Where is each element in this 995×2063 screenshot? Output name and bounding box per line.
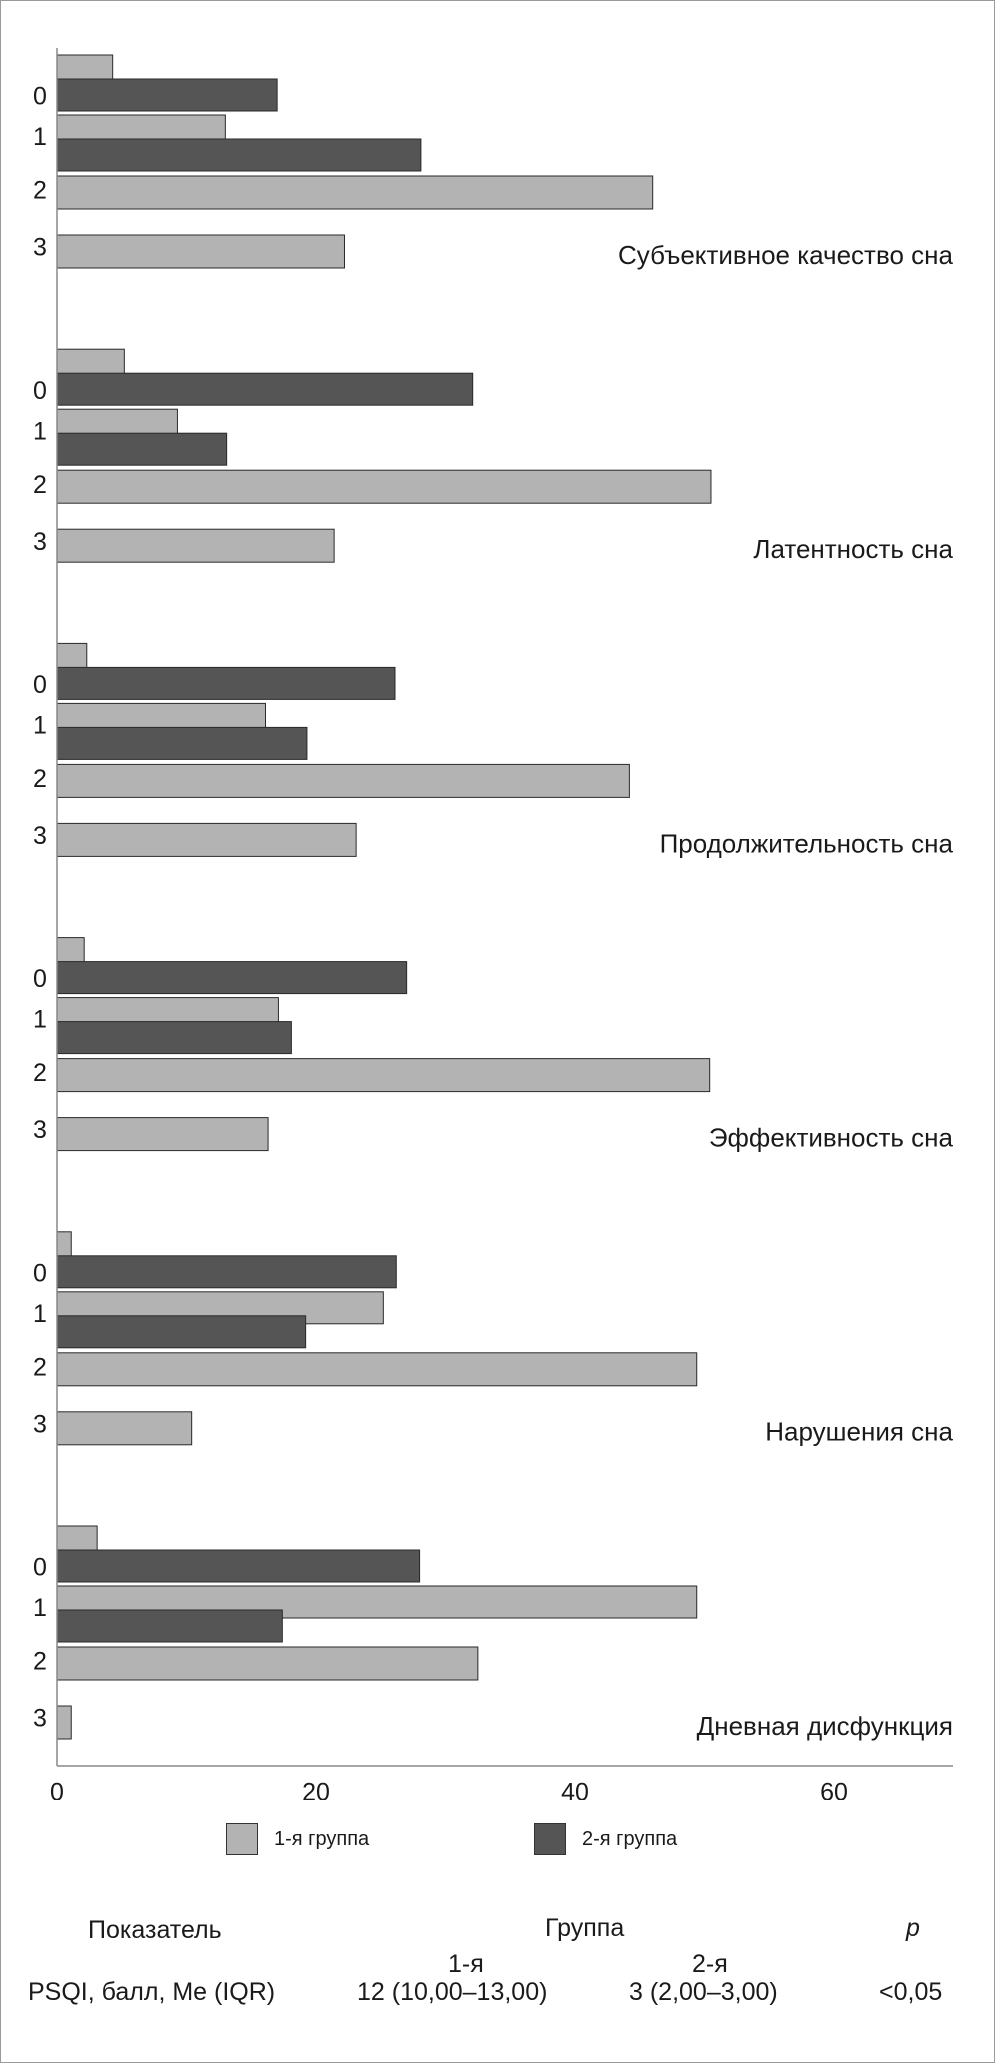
group-label-3: Эффективность сна <box>708 1122 953 1153</box>
table-header-p: p <box>906 1914 920 1942</box>
bar-g2-row1-group2 <box>57 727 307 759</box>
bar-g3-row3-group1 <box>57 1118 268 1151</box>
bar-g5-row1-group2 <box>57 1610 282 1642</box>
bar-g3-row1-group2 <box>57 1022 291 1054</box>
legend-label-group1: 1-я группа <box>274 1827 370 1850</box>
category-label-0-3: 3 <box>33 233 47 262</box>
category-label-4-0: 0 <box>33 1259 47 1288</box>
bar-g1-row3-group1 <box>57 529 334 562</box>
category-label-4-2: 2 <box>33 1353 47 1382</box>
category-label-2-2: 2 <box>33 765 47 794</box>
group-label-5: Дневная дисфункция <box>696 1710 953 1741</box>
bar-g1-row1-group2 <box>57 433 227 465</box>
table-row-value-group1: 12 (10,00–13,00) <box>357 1978 548 2006</box>
x-tick-label-40: 40 <box>561 1778 589 1800</box>
category-label-0-0: 0 <box>33 82 47 111</box>
group-label-2: Продолжительность сна <box>659 828 953 859</box>
category-label-0-1: 1 <box>33 123 47 152</box>
category-label-1-1: 1 <box>33 417 47 446</box>
category-label-2-3: 3 <box>33 822 47 851</box>
group-label-0: Субъективное качество сна <box>618 239 953 270</box>
legend-item-group2 <box>534 1822 677 1856</box>
bar-g5-row3-group1 <box>57 1706 71 1739</box>
category-label-4-1: 1 <box>33 1299 47 1328</box>
legend-label-group2: 2-я группа <box>582 1827 678 1850</box>
category-label-3-2: 2 <box>33 1059 47 1088</box>
category-label-2-0: 0 <box>33 671 47 700</box>
category-label-0-2: 2 <box>33 176 47 205</box>
bar-g1-row0-group2 <box>57 373 473 405</box>
bar-g4-row0-group2 <box>57 1256 396 1288</box>
bar-g0-row2-group1 <box>57 176 653 209</box>
bar-g3-row2-group1 <box>57 1059 710 1092</box>
category-label-1-0: 0 <box>33 376 47 405</box>
group-label-4: Нарушения сна <box>765 1416 953 1447</box>
bar-g4-row2-group1 <box>57 1353 697 1386</box>
bar-g2-row2-group1 <box>57 764 629 797</box>
table-row-label: PSQI, балл, Me (IQR) <box>28 1978 276 2006</box>
category-label-5-1: 1 <box>33 1594 47 1623</box>
bar-g2-row3-group1 <box>57 823 356 856</box>
table-row-value-group2: 3 (2,00–3,00) <box>629 1978 778 2006</box>
category-label-1-3: 3 <box>33 527 47 556</box>
x-tick-label-60: 60 <box>820 1778 848 1800</box>
bar-g0-row1-group2 <box>57 139 421 171</box>
table-row-p-value: <0,05 <box>879 1978 943 2006</box>
category-label-1-2: 2 <box>33 470 47 499</box>
x-tick-label-20: 20 <box>302 1778 330 1800</box>
bar-g1-row2-group1 <box>57 470 711 503</box>
bar-g4-row3-group1 <box>57 1412 192 1445</box>
group-label-1: Латентность сна <box>753 534 953 565</box>
category-label-5-2: 2 <box>33 1647 47 1676</box>
category-label-3-3: 3 <box>33 1116 47 1145</box>
table-col-group1: 1-я <box>448 1950 484 1978</box>
legend-swatch-group2 <box>534 1823 566 1855</box>
bar-g3-row0-group2 <box>57 962 407 994</box>
category-label-3-0: 0 <box>33 965 47 994</box>
bar-g5-row2-group1 <box>57 1647 478 1680</box>
category-label-5-3: 3 <box>33 1704 47 1733</box>
bar-g4-row1-group2 <box>57 1316 306 1348</box>
category-label-3-1: 1 <box>33 1005 47 1034</box>
bar-g0-row3-group1 <box>57 235 344 268</box>
legend-swatch-group1 <box>226 1823 258 1855</box>
legend-item-group1 <box>226 1822 369 1856</box>
bar-g5-row0-group2 <box>57 1550 420 1582</box>
bar-g2-row0-group2 <box>57 667 395 699</box>
category-label-5-0: 0 <box>33 1553 47 1582</box>
table-header-group: Группа <box>545 1914 625 1942</box>
table-col-group2: 2-я <box>692 1950 728 1978</box>
bar-g0-row0-group2 <box>57 79 277 111</box>
category-label-4-3: 3 <box>33 1410 47 1439</box>
table-header-indicator: Показатель <box>88 1916 222 1944</box>
x-tick-label-0: 0 <box>50 1778 64 1800</box>
category-label-2-1: 1 <box>33 711 47 740</box>
